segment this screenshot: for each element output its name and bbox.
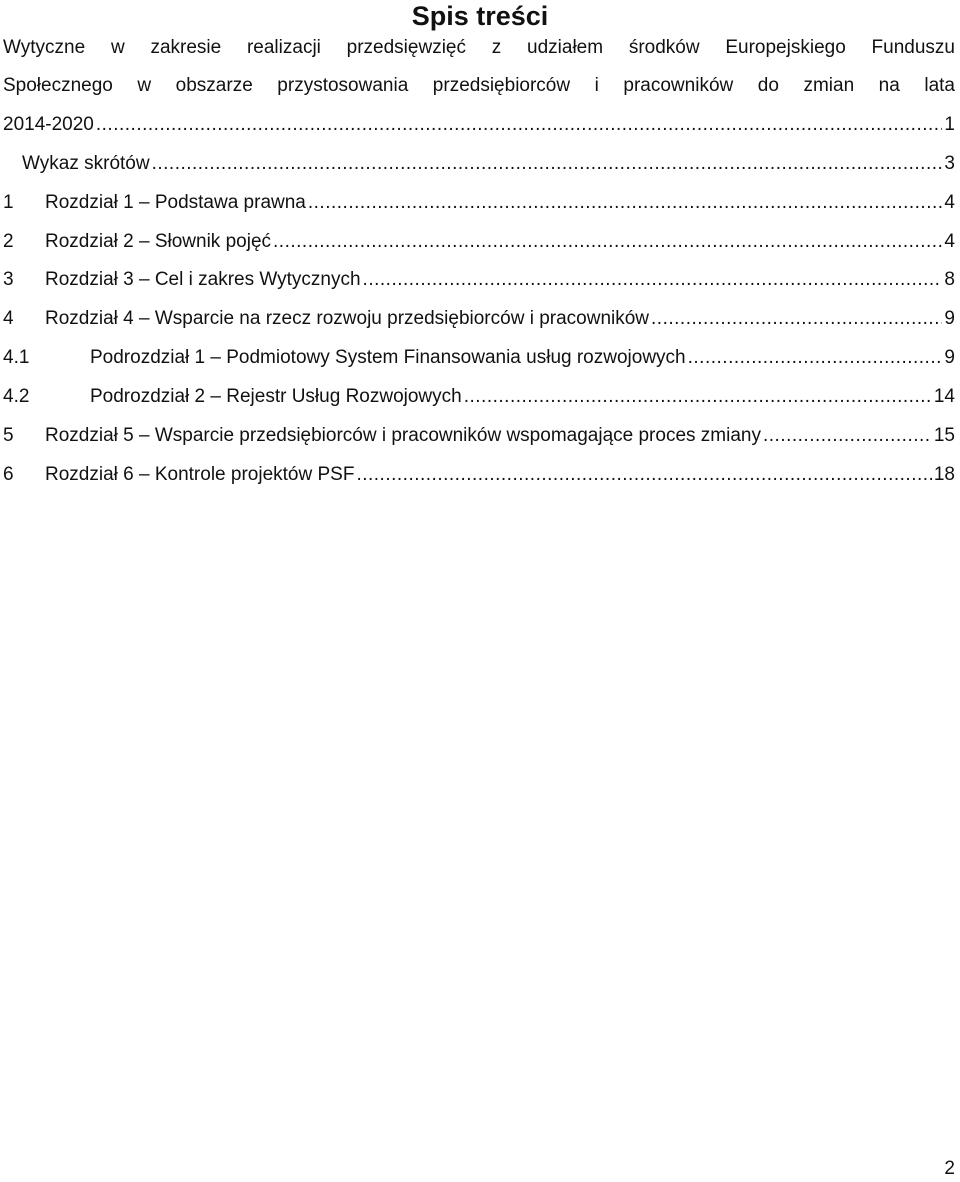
toc-entry[interactable] [3,113,955,139]
toc-entry-text: Podrozdział 2 – Rejestr Usług Rozwojowych [90,386,462,407]
toc-entry-page: 1 [944,114,955,135]
toc-entry[interactable] [3,385,955,411]
toc-leader-dots [273,230,942,254]
toc-entry-number: 6 [3,464,14,485]
toc-entry-number: 4.2 [3,386,30,407]
toc-entry-number: 1 [3,192,14,213]
toc-entry[interactable] [3,463,955,489]
toc-leader-dots [464,385,932,409]
toc-entry[interactable] [3,268,955,294]
toc-leader-dots [152,152,943,176]
toc-leader-dots [688,346,943,370]
toc-leader-dots [651,307,942,331]
page-number: 2 [944,1158,955,1179]
toc-entry-page: 15 [933,425,955,446]
toc-entry[interactable] [3,307,955,333]
toc-entry-number: 4.1 [3,347,30,368]
toc-leader-dots [763,424,932,448]
toc-entry[interactable] [3,230,955,256]
toc-entry-page: 8 [944,269,955,290]
toc-intro-line-1: Wytyczne w zakresie realizacji przedsięwzięć z udziałem środków Europejskiego Funduszu [3,37,955,58]
toc-entry-text: Rozdział 4 – Wsparcie na rzecz rozwoju przedsiębiorców i pracowników [45,308,650,329]
toc-entry-page: 9 [944,347,955,368]
toc-entry-number: 4 [3,308,14,329]
toc-entry-text: Rozdział 2 – Słownik pojęć [45,231,272,252]
toc-leader-dots [308,191,943,215]
toc-entry-number: 2 [3,231,14,252]
toc-entry[interactable] [22,152,955,178]
toc-entry-page: 4 [944,231,955,252]
toc-leader-dots [363,268,943,292]
toc-entry-number: 3 [3,269,14,290]
toc-entry-page: 18 [933,464,955,485]
toc-entry-text: Rozdział 5 – Wsparcie przedsiębiorców i pracowników wspomagające proces zmiany [45,425,761,446]
toc-entry[interactable] [3,191,955,217]
toc-entry-page: 4 [944,192,955,213]
toc-entry-text: 2014-2020 [3,114,94,135]
toc-entry[interactable] [3,424,955,450]
toc-entry-text: Wykaz skrótów [22,153,150,174]
toc-entry-text: Podrozdział 1 – Podmiotowy System Finansowania usług rozwojowych [90,347,686,368]
toc-leader-dots [96,113,943,137]
toc-title: Spis treści [411,1,549,31]
toc-intro-line-2: Społecznego w obszarze przystosowania przedsiębiorców i pracowników do zmian na lata [3,75,955,96]
toc-entry-page: 14 [933,386,955,407]
toc-entry[interactable] [3,346,955,372]
toc-entry-text: Rozdział 3 – Cel i zakres Wytycznych [45,269,361,290]
toc-entry-text: Rozdział 1 – Podstawa prawna [45,192,306,213]
toc-leader-dots [356,463,931,487]
toc-entry-page: 9 [944,308,955,329]
toc-entry-text: Rozdział 6 – Kontrole projektów PSF [45,464,355,485]
toc-entry-page: 3 [944,153,955,174]
toc-entry-number: 5 [3,425,14,446]
